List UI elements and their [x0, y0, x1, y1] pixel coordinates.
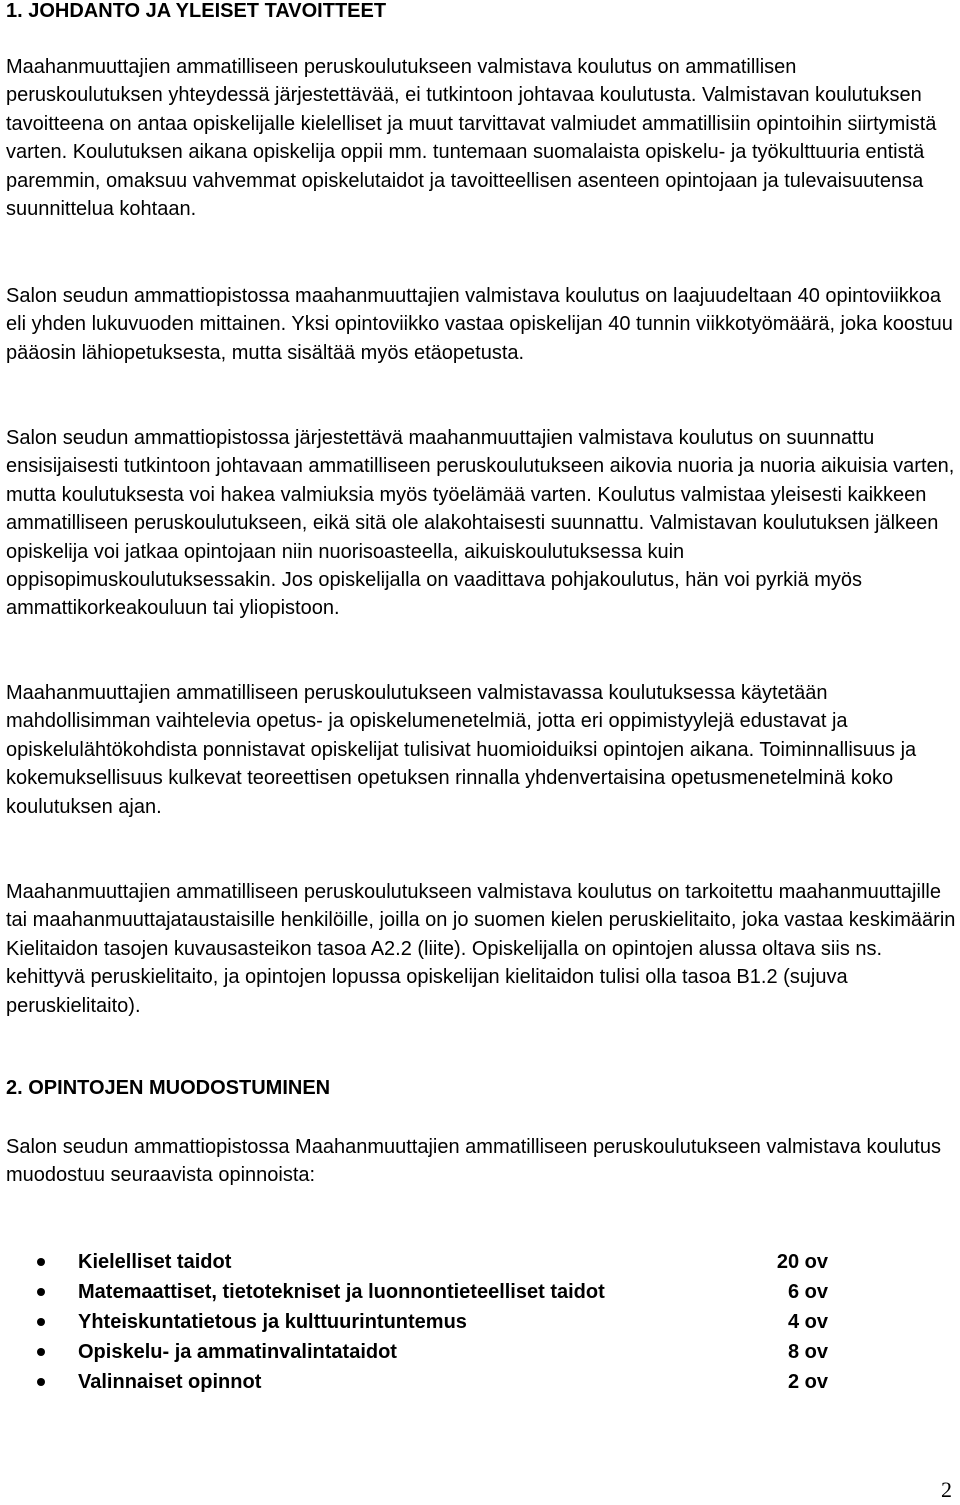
list-item [6, 1247, 846, 1277]
list-item-credits: 6 ov [787, 1281, 828, 1303]
list-item-credits: 4 ov [787, 1311, 828, 1333]
page-number: 2 [941, 1477, 952, 1502]
target-group-paragraph: Salon seudun ammattiopistossa järjestettävä maahanmuuttajien valmistava koulutus on suunnattu ensisijaisesti tutkintoon johtavaan ammatilliseen peruskoulutukseen aikovia nuoria ja nuoria aikuisia varten, mutta koulutuksesta voi hakea valmiuksia myös työelämää varten. Koulutus valmistaa yleisesti kaikkeen ammatilliseen peruskoulutukseen, eikä sitä ole alakohtaisesti suunnattu. Valmistavan koulutuksen jälkeen opiskelija voi jatkaa opintojaan niin nuorisoasteella, aikuiskoulutuksessa kuin oppisopimuskoulutuksessakin. Jos opiskelijalla on vaadittava pohjakoulutus, hän voi pyrkiä myös ammattikorkeakouluun tai yliopistoon. [6, 427, 955, 620]
section-2-heading: 2. OPINTOJEN MUODOSTUMINEN [6, 1077, 331, 1099]
list-item-credits: 8 ov [787, 1341, 828, 1363]
bullet-icon [37, 1318, 45, 1326]
list-item-credits: 2 ov [787, 1371, 828, 1393]
list-item-label: Valinnaiset opinnot [78, 1371, 262, 1393]
bullet-icon [37, 1378, 45, 1386]
list-item-label: Matemaattiset, tietotekniset ja luonnontieteelliset taidot [78, 1281, 605, 1303]
bullet-icon [37, 1288, 45, 1296]
section-1-heading: 1. JOHDANTO JA YLEISET TAVOITTEET [6, 0, 387, 22]
methods-paragraph: Maahanmuuttajien ammatilliseen peruskoulutukseen valmistavassa koulutuksessa käytetään mahdollisimman vaihtelevia opetus- ja opiskelumenetelmiä, jotta eri oppimistyylejä edustavat ja opiskelulähtökohdista ponnistavat opiskelijat tulisivat huomioiduiksi opintojen aikana. Toiminnallisuus ja kokemuksellisuus kulkevat teoreettisen opetuksen rinnalla yhdenvertaisina opetusmenetelminä koko koulutuksen ajan. [6, 682, 917, 818]
list-item [6, 1337, 846, 1367]
studies-intro-paragraph: Salon seudun ammattiopistossa Maahanmuuttajien ammatilliseen peruskoulutukseen valmistava koulutus muodostuu seuraavista opinnoista: [6, 1136, 941, 1187]
list-item-label: Kielelliset taidot [78, 1251, 232, 1273]
list-item [6, 1307, 846, 1337]
bullet-icon [37, 1258, 45, 1266]
intro-paragraph: Maahanmuuttajien ammatilliseen peruskoulutukseen valmistava koulutus on ammatillisen peruskoulutuksen yhteydessä järjestettävää, ei tutkintoon johtavaa koulutusta. Valmistavan koulutuksen tavoitteena on antaa opiskelijalle kielelliset ja muut tarvittavat valmiudet ammatillisiin opintoihin siirtymistä varten. Koulutuksen aikana opiskelija oppii mm. tuntemaan suomalaista opiskelu- ja työkulttuuria entistä paremmin, omaksuu vahvemmat opiskelutaidot ja tavoitteellisen asenteen opintojaan ja tulevaisuutensa suunnittelua kohtaan. [6, 56, 937, 221]
list-item-credits: 20 ov [776, 1251, 828, 1273]
bullet-icon [37, 1348, 45, 1356]
list-item [6, 1277, 846, 1307]
language-level-paragraph: Maahanmuuttajien ammatilliseen peruskoulutukseen valmistava koulutus on tarkoitettu maahanmuuttajille tai maahanmuuttajataustaisille henkilöille, joilla on jo suomen kielen peruskielitaito, joka vastaa keskimäärin Kielitaidon tasojen kuvausasteikon tasoa A2.2 (liite). Opiskelijalla on opintojen alussa oltava siis ns. kehittyvä peruskielitaito, ja opintojen lopussa opiskelijan kielitaidon tulisi olla tasoa B1.2 (sujuva peruskielitaito). [6, 881, 956, 1017]
duration-paragraph: Salon seudun ammattiopistossa maahanmuuttajien valmistava koulutus on laajuudeltaan 40 opintoviikkoa eli yhden lukuvuoden mittainen. Yksi opintoviikko vastaa opiskelijan 40 tunnin viikkotyömäärä, joka koostuu pääosin lähiopetuksesta, mutta sisältää myös etäopetusta. [6, 285, 953, 364]
list-item-label: Yhteiskuntatietous ja kulttuurintuntemus [78, 1311, 467, 1333]
list-item [6, 1367, 846, 1397]
list-item-label: Opiskelu- ja ammatinvalintataidot [78, 1341, 397, 1363]
studies-list [6, 1247, 846, 1397]
